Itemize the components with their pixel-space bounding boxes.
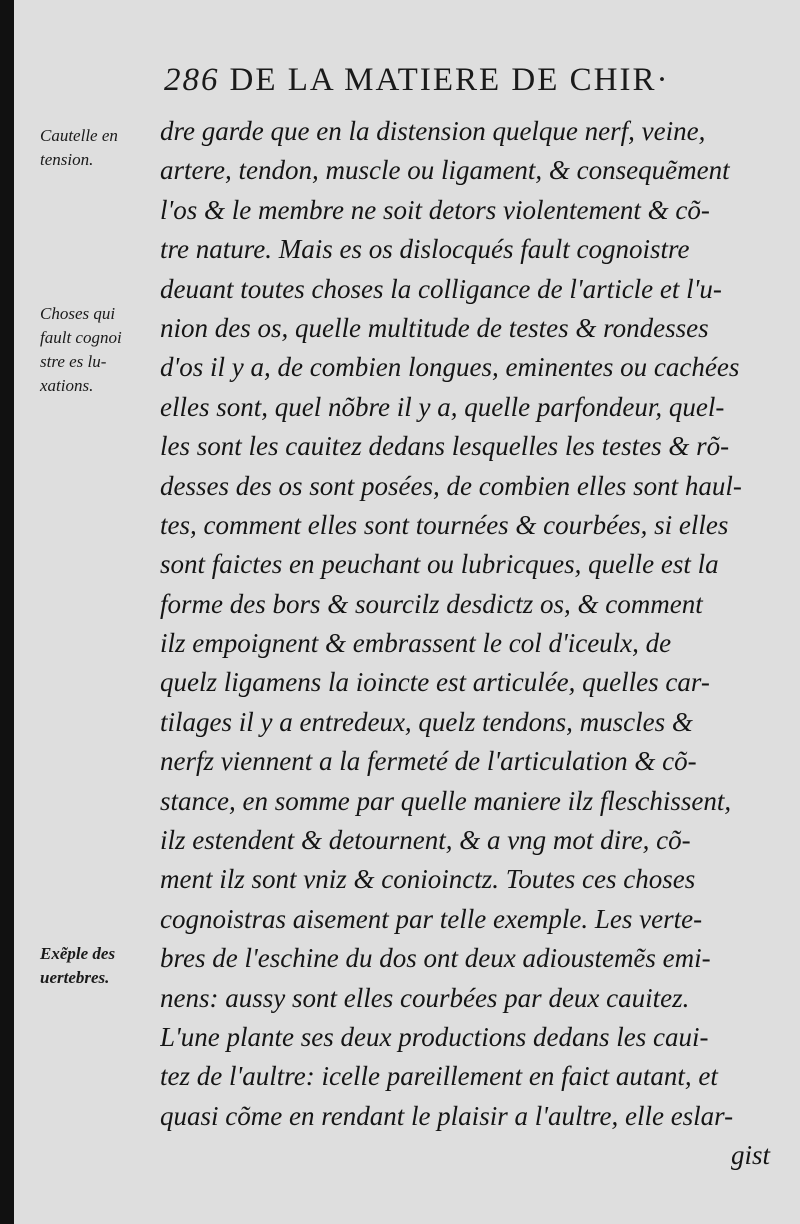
margin-note-exemple — [40, 942, 158, 990]
text-line: dre garde que en la distension quelque nerf, veine, — [160, 116, 706, 146]
text-line: gist — [730, 1140, 770, 1171]
text-line: nion des os, quelle multitude de testes & rondesses — [160, 312, 709, 343]
margin-note-line: tension. — [40, 150, 94, 169]
running-head — [164, 62, 800, 99]
running-title: DE LA MATIERE DE CHIR· — [229, 62, 670, 98]
text-line: bres de l'eschine du dos ont deux adioustemẽs emi- — [160, 943, 711, 974]
text-line: d'os il y a, de combien longues, eminentes ou cachées — [160, 352, 740, 383]
book-page — [14, 0, 800, 1224]
text-line: les sont les cauitez dedans lesquelles les testes & rõ- — [160, 431, 730, 462]
text-line: cognoistras aisement par telle exemple. Les verte- — [160, 903, 703, 934]
text-line: nens: aussy sont elles courbées par deux cauitez. — [160, 982, 690, 1013]
text-line: tez de l'aultre: icelle pareillement en faict autant, et — [160, 1061, 718, 1092]
text-line: elles sont, quel nõbre il y a, quelle parfondeur, quel- — [160, 391, 725, 422]
margin-note-line: Choses qui — [40, 304, 116, 323]
text-line: stance, en somme par quelle maniere ilz fleschissent, — [160, 785, 732, 816]
margin-note-line: Cautelle en — [40, 126, 118, 145]
text-line: artere, tendon, muscle ou ligament, & consequẽment — [160, 155, 730, 186]
margin-note-line: xations. — [40, 376, 94, 395]
margin-note-line: uertebres. — [40, 968, 110, 987]
text-line: tes, comment elles sont tournées & courbées, si elles — [160, 509, 729, 540]
margin-note-line: fault cognoi — [40, 328, 122, 347]
body-text — [160, 112, 800, 1176]
text-line: ilz estendent & detournent, & a vng mot dire, cõ- — [160, 825, 691, 856]
text-line: desses des os sont posées, de combien elles sont haul- — [160, 470, 742, 501]
text-line: L'une plante ses deux productions dedans les caui- — [160, 1021, 709, 1052]
text-line: tilages il y a entredeux, quelz tendons, muscles & — [160, 706, 693, 737]
text-line: deuant toutes choses la colligance de l'article et l'u- — [160, 273, 722, 304]
page-binding-edge — [0, 0, 14, 1224]
text-line: l'os & le membre ne soit detors violentement & cõ- — [160, 194, 710, 225]
text-line: sont faictes en peuchant ou lubricques, quelle est la — [160, 549, 719, 580]
page-number: 286 — [164, 62, 220, 98]
margin-note-line: Exẽple des — [40, 944, 116, 963]
margin-note-choses — [40, 302, 158, 398]
text-line: ilz empoignent & embrassent le col d'iceulx, de — [160, 628, 672, 659]
text-line: quelz ligamens la ioincte est articulée, quelles car- — [160, 667, 710, 698]
margin-note-line: stre es lu- — [40, 352, 107, 371]
text-line: quasi cõme en rendant le plaisir a l'aultre, elle eslar- — [160, 1100, 734, 1131]
text-line: tre nature. Mais es os dislocqués fault cognoistre — [160, 234, 690, 265]
text-line: ment ilz sont vniz & conioinctz. Toutes ces choses — [160, 864, 696, 895]
text-line: nerfz viennent a la fermeté de l'articulation & cõ- — [160, 746, 697, 777]
text-line: forme des bors & sourcilz desdictz os, & comment — [160, 588, 703, 619]
margin-note-cautelle — [40, 124, 158, 172]
